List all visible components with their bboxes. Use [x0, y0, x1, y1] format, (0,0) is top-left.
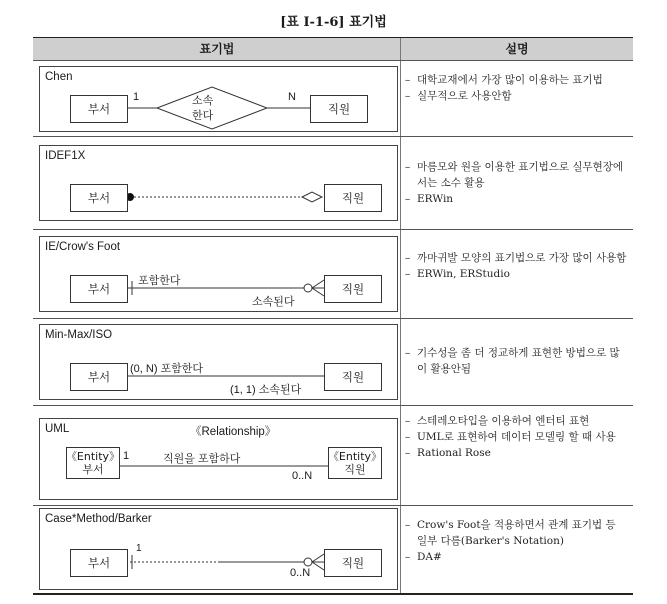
- notation-name: IE/Crow's Foot: [45, 241, 121, 253]
- header-notation: 표기법: [33, 38, 401, 60]
- entity-box-department: 부서: [70, 275, 128, 303]
- description-item: 마름모와 원을 이용한 표기법으로 실무현장에서는 소수 활용: [417, 161, 624, 189]
- header-description: 설명: [401, 38, 633, 60]
- table-row-barker: [33, 505, 633, 593]
- table-row-uml: [33, 405, 633, 505]
- optional-circle-icon: [304, 558, 312, 566]
- entity-name: 부서: [82, 463, 104, 476]
- entity-box-employee: 직원: [324, 184, 382, 212]
- notation-diagram-uml: [39, 418, 398, 500]
- description-item: 기수성을 좀 더 정교하게 표현한 방법으로 많이 활용안됨: [417, 347, 620, 375]
- entity-box-employee: 직원: [324, 549, 382, 577]
- notation-name: UML: [45, 423, 70, 435]
- description-item: ERWin, ERStudio: [417, 268, 510, 280]
- description-item: 실무적으로 사용안함: [417, 90, 512, 102]
- cardinality-left: 1: [123, 450, 130, 462]
- uml-stereotype-label: 《Relationship》: [190, 426, 277, 438]
- table-caption: [표 Ⅰ-1-6] 표기법: [280, 15, 387, 30]
- notation-diagram-chen: [39, 66, 398, 132]
- cardinality-right: N: [288, 91, 296, 103]
- hollow-diamond-icon: [302, 192, 322, 202]
- description-idef1x: – 마름모와 원을 이용한 표기법으로 실무현장에서는 소수 활용 – ERWin: [405, 159, 629, 207]
- entity-stereotype: 《Entity》: [327, 450, 383, 463]
- notation-diagram-barker: [39, 508, 398, 590]
- relationship-label-top: 직원을 포함하다: [163, 453, 241, 465]
- notation-name: Min-Max/ISO: [45, 329, 113, 341]
- table-bottom-border: [33, 593, 633, 595]
- table-row-crows-foot: [33, 229, 633, 318]
- relationship-label-top: (0, N) 포함한다: [130, 363, 204, 375]
- cardinality-left: 1: [133, 91, 140, 103]
- entity-stereotype: 《Entity》: [65, 450, 121, 463]
- entity-box-department: [66, 447, 120, 479]
- description-item: Crow's Foot을 적용하면서 관계 표기법 등 일부 다름(Barker's Notation): [417, 519, 616, 547]
- cardinality-left: 1: [136, 543, 142, 554]
- notation-diagram-min-max: [39, 324, 398, 400]
- description-item: UML로 표현하여 데이터 모델링 할 때 사용: [417, 431, 616, 443]
- crows-foot-icon: [312, 280, 324, 288]
- table-row-min-max: [33, 318, 633, 405]
- description-crows-foot: – 까마귀발 모양의 표기법으로 가장 많이 사용함 – ERWin, ERStudio: [405, 252, 627, 280]
- entity-box-employee: 직원: [324, 363, 382, 391]
- description-item: 스테레오타입을 이용하여 엔터티 표현: [417, 415, 590, 427]
- notation-name: Chen: [45, 71, 73, 83]
- description-chen: – 대학교재에서 가장 많이 이용하는 표기법 – 실무적으로 사용안함: [405, 74, 603, 102]
- entity-box-department: 부서: [70, 549, 128, 577]
- description-uml: – 스테레오타입을 이용하여 엔터티 표현 – UML로 표현하여 데이터 모델링 할 때 사용 – Rational Rose: [405, 415, 616, 459]
- description-item: 까마귀발 모양의 표기법으로 가장 많이 사용함: [417, 252, 627, 264]
- table-row-chen: [33, 60, 633, 136]
- notation-name: Case*Method/Barker: [45, 513, 152, 525]
- entity-box-department: 부서: [70, 95, 128, 123]
- description-item: ERWin: [417, 193, 454, 205]
- entity-box-employee: 직원: [324, 275, 382, 303]
- description-barker: – Crow's Foot을 적용하면서 관계 표기법 등 일부 다름(Barker's Notation) – DA#: [405, 517, 629, 565]
- crows-foot-icon: [312, 554, 324, 562]
- entity-box-employee: 직원: [310, 95, 368, 123]
- relationship-label-bottom: (1, 1) 소속된다: [230, 384, 302, 396]
- description-item: Rational Rose: [417, 447, 491, 459]
- relationship-label-top: 포함한다: [138, 275, 181, 287]
- cardinality-right: 0..N: [290, 567, 311, 579]
- description-item: DA#: [417, 551, 442, 563]
- entity-box-department: 부서: [70, 363, 128, 391]
- entity-name: 직원: [344, 463, 366, 476]
- relationship-label-bottom: 소속된다: [252, 296, 295, 308]
- notation-diagram-idef1x: [39, 145, 398, 221]
- notation-name: IDEF1X: [45, 150, 86, 162]
- entity-box-department: 부서: [70, 184, 128, 212]
- cardinality-right: 0..N: [292, 470, 313, 482]
- notation-diagram-crows-foot: [39, 236, 398, 312]
- description-min-max: – 기수성을 좀 더 정교하게 표현한 방법으로 많이 활용안됨: [405, 345, 629, 377]
- optional-circle-icon: [304, 284, 312, 292]
- relationship-label-line2: 한다: [192, 110, 214, 122]
- relationship-label-line1: 소속: [192, 95, 214, 107]
- description-item: 대학교재에서 가장 많이 이용하는 표기법: [417, 74, 603, 86]
- table-row-idef1x: [33, 136, 633, 229]
- entity-box-employee: [328, 447, 382, 479]
